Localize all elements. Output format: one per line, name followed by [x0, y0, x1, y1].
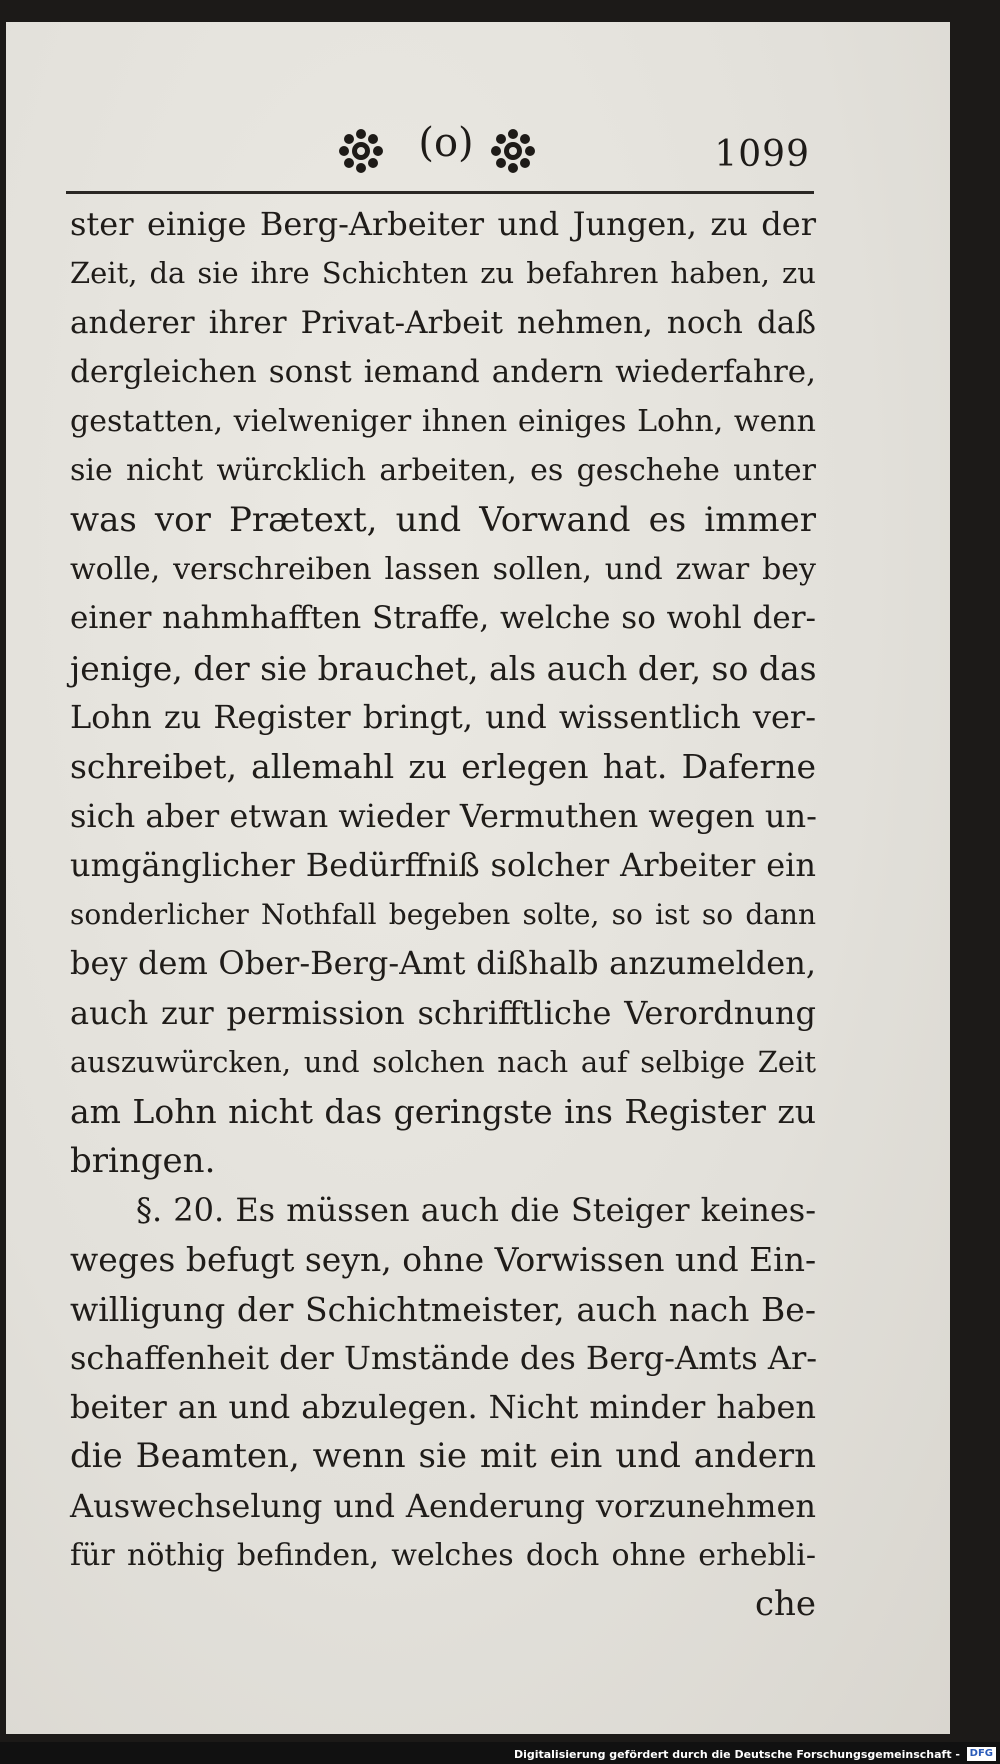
text-line: sie nicht würcklich arbeiten, es geschehe unter — [70, 453, 816, 489]
text-body — [70, 200, 816, 1630]
text-line: sonderlicher Nothfall begeben solte, so ist so dann — [70, 898, 816, 932]
paragraph-start-line: §. 20. Es müssen auch die Steiger keines- — [136, 1190, 816, 1229]
text-line: anderer ihrer Privat-Arbeit nehmen, noch daß — [70, 304, 816, 341]
catchword: che — [754, 1584, 816, 1625]
text-line: auch zur permission schrifftliche Verordnung — [70, 993, 816, 1032]
text-line: Zeit, da sie ihre Schichten zu befahren haben, zu — [70, 256, 816, 291]
text-line: bringen. — [70, 1140, 216, 1181]
text-line: wolle, verschreiben lassen sollen, und zwar bey — [70, 552, 816, 588]
text-line: umgänglicher Bedürffniß solcher Arbeiter ein — [70, 845, 816, 884]
text-line: am Lohn nicht das geringste ins Register zu — [70, 1092, 816, 1132]
text-line: einer nahmhafften Straffe, welche so wohl der- — [70, 600, 816, 637]
text-line: Lohn zu Register bringt, und wissentlich ver- — [70, 697, 816, 736]
text-line: schreibet, allemahl zu erlegen hat. Daferne — [70, 747, 816, 787]
text-line: willigung der Schichtmeister, auch nach Be- — [70, 1289, 816, 1329]
page-number: 1099 — [714, 134, 810, 175]
text-line: bey dem Ober-Berg-Amt dißhalb anzumelden, — [70, 944, 816, 983]
page-header — [66, 118, 816, 188]
text-line: was vor Prætext, und Vorwand es immer — [70, 499, 816, 540]
funding-credit: Digitalisierung gefördert durch die Deutsche Forschungsgemeinschaft - — [513, 1748, 960, 1761]
footer-bar — [0, 1742, 1000, 1764]
text-line: weges befugt seyn, ohne Vorwissen und Ein- — [70, 1240, 817, 1280]
text-line: auszuwürcken, und solchen nach auf selbige Zeit — [70, 1045, 816, 1080]
header-rule — [66, 191, 814, 194]
text-line: ster einige Berg-Arbeiter und Jungen, zu der — [70, 205, 816, 243]
page-signature: (o) — [418, 120, 474, 166]
text-line: die Beamten, wenn sie mit ein und andern — [70, 1436, 816, 1477]
text-line: gestatten, vielweniger ihnen einiges Lohn, wenn — [70, 404, 816, 440]
text-line: schaffenheit der Umstände des Berg-Amts Ar- — [70, 1338, 818, 1377]
text-line: Auswechselung und Aenderung vorzunehmen — [70, 1486, 816, 1525]
rosette-ornament-icon — [338, 128, 384, 174]
book-page — [6, 22, 950, 1734]
rosette-ornament-icon — [490, 128, 536, 174]
dfg-logo: DFG — [967, 1747, 996, 1761]
text-line: dergleichen sonst iemand andern wiederfahre, — [70, 353, 816, 390]
text-line: jenige, der sie brauchet, als auch der, so das — [70, 648, 817, 688]
text-line: für nöthig befinden, welches doch ohne erhebli- — [70, 1538, 816, 1574]
text-line: sich aber etwan wieder Vermuthen wegen un- — [70, 796, 817, 835]
text-line: beiter an und abzulegen. Nicht minder haben — [70, 1388, 816, 1427]
